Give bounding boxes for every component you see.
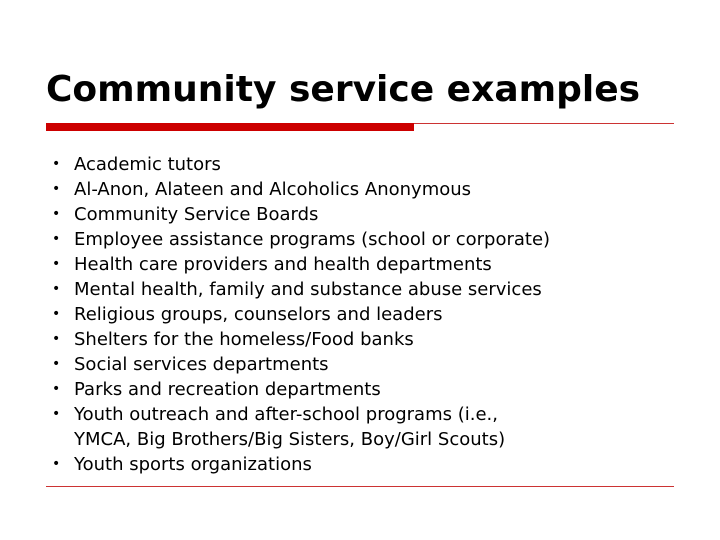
list-item [50,177,670,202]
slide-title: Community service examples [46,69,641,110]
bottom-rule [46,486,674,487]
bullet-list [50,152,670,477]
list-item [50,302,670,327]
list-item-text: Mental health, family and substance abuse services [74,279,542,300]
list-item-text: Community Service Boards [74,204,319,225]
list-item-text: Social services departments [74,354,329,375]
bullet-icon: • [52,156,61,172]
bullet-icon: • [52,456,61,472]
list-item-text: Academic tutors [74,154,221,175]
bullet-icon: • [52,331,61,347]
bullet-icon: • [52,406,61,422]
list-item-text: Youth outreach and after-school programs (i.e., YMCA, Big Brothers/Big Sisters, Boy/Girl Scouts) [74,404,506,450]
bullet-icon: • [52,256,61,272]
list-item-text: Parks and recreation departments [74,379,381,400]
list-item-text: Al-Anon, Alateen and Alcoholics Anonymous [74,179,472,200]
title-accent-bar [46,123,414,131]
bullet-icon: • [52,231,61,247]
list-item [50,327,670,352]
list-item [50,377,670,402]
list-item [50,277,670,302]
list-item-text: Employee assistance programs (school or corporate) [74,229,551,250]
list-item-text: Shelters for the homeless/Food banks [74,329,414,350]
list-item [50,352,670,377]
list-item [50,202,670,227]
bullet-icon: • [52,181,61,197]
list-item [50,252,670,277]
bullet-icon: • [52,206,61,222]
bullet-icon: • [52,356,61,372]
bullet-icon: • [52,281,61,297]
list-item-text: Youth sports organizations [74,454,312,475]
list-item [50,227,670,252]
list-item [50,402,670,452]
list-item-text: Health care providers and health departments [74,254,492,275]
bullet-icon: • [52,306,61,322]
bullet-icon: • [52,381,61,397]
list-item [50,152,670,177]
list-item [50,452,670,477]
list-item-text: Religious groups, counselors and leaders [74,304,443,325]
